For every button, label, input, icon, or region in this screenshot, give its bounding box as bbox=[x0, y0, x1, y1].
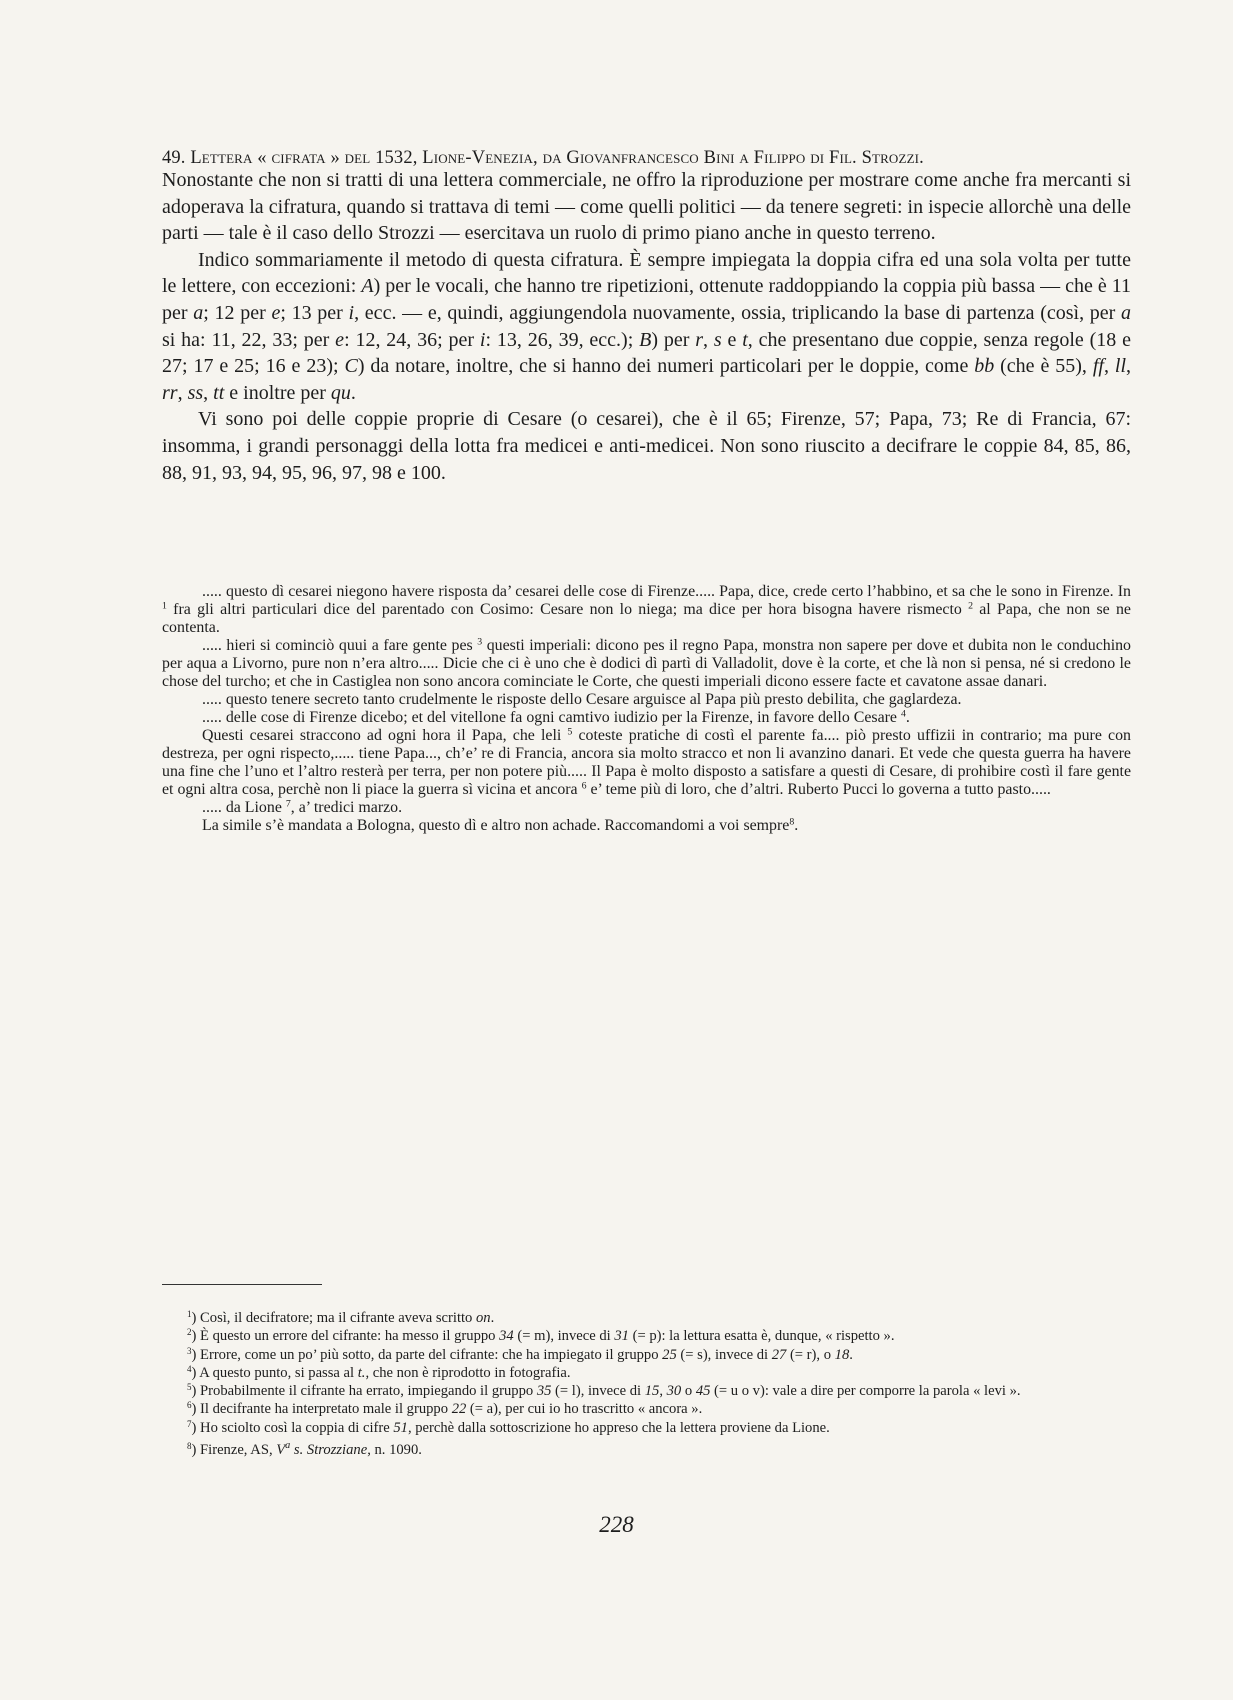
footnote: $^6$) Il decifrante ha interpretato male il gruppo 22 (= a), per cui io ho trascritto « ancora ». bbox=[187, 1400, 703, 1418]
intro-text bbox=[162, 167, 1131, 486]
transcription-paragraph: ..... da Lione $^7$, a’ tredici marzo. bbox=[202, 798, 403, 816]
footnotes bbox=[162, 1309, 1131, 1459]
intro-paragraph: Nonostante che non si tratti di una lettera commerciale, ne offro la riproduzione per mostrare come anche fra mercanti si adoperava la cifratura, quando si trattava di temi — come quelli politici — da tenere segreti: in ispecie allorchè una delle parti — tale è il caso dello Strozzi — esercitava un ruolo di primo piano anche in questo terreno. bbox=[162, 169, 1131, 245]
transcription-paragraph: ..... hieri si cominciò quui a fare gente pes $^3$ questi imperiali: dicono pes il regno Papa, monstra non sapere per dove et dubita non le conduchino per aqua a Livorno, pure non n’era altro..... Dicie che ci è uno che è dodici dì partì di Valladolit, dove è la corte, et che là non si pensa, né si credono le chose del turcho; et che in Castiglea non sono ancora cominciate le Corte, che questi imperiali dicono essere facte et cavatone assae danari. bbox=[162, 636, 1131, 690]
letter-transcription bbox=[162, 583, 1131, 835]
transcription-paragraph: ..... delle cose di Firenze dicebo; et del vitellone fa ogni camtivo iudizio per la Firenze, in favore dello Cesare $^4$. bbox=[202, 708, 910, 726]
footnote-divider bbox=[162, 1284, 322, 1285]
heading-number: 49. bbox=[162, 148, 186, 168]
transcription-paragraph: La simile s’è mandata a Bologna, questo dì e altro non achade. Raccomandomi a voi sempre$^8$. bbox=[202, 816, 799, 834]
footnote: $^1$) Così, il decifratore; ma il cifrante aveva scritto on. bbox=[187, 1309, 495, 1326]
intro-paragraph: Indico sommariamente il metodo di questa cifratura. È sempre impiegata la doppia cifra ed una sola volta per tutte le lettere, con eccezioni: A) per le vocali, che hanno tre ripetizioni, ottenute raddoppiando la coppia più bassa — che è 11 per a; 12 per e; 13 per i, ecc. — e, quindi, aggiungendola nuovamente, ossia, triplicando la base di partenza (così, per a si ha: 11, 22, 33; per e: 12, 24, 36; per i: 13, 26, 39, ecc.); B) per r, s e t, che presentano due coppie, senza regole (18 e 27; 17 e 25; 16 e 23); C) da notare, inoltre, che si hanno dei numeri particolari per le doppie, come bb (che è 55), ff, ll, rr, ss, tt e inoltre per qu. bbox=[162, 248, 1132, 404]
intro-paragraph: Vi sono poi delle coppie proprie di Cesare (o cesarei), che è il 65; Firenze, 57; Papa, 73; Re di Francia, 67: insomma, i grandi personaggi della lotta fra medicei e anti-medicei. Non sono riuscito a decifrare le coppie 84, 85, 86, 88, 91, 93, 94, 95, 96, 97, 98 e 100. bbox=[162, 408, 1131, 484]
heading-text: Lettera « cifrata » del 1532, Lione-Venezia, da Giovanfrancesco Bini a Filippo di Fil. Strozzi. bbox=[190, 148, 924, 168]
footnote: $^2$) È questo un errore del cifrante: ha messo il gruppo 34 (= m), invece di 31 (= p): la lettura esatta è, dunque, « rispetto ». bbox=[187, 1327, 895, 1345]
page-number: 228 bbox=[599, 1512, 634, 1537]
footnote: $^8$) Firenze, AS, $V^a$ s. Strozziane, n. 1090. bbox=[187, 1440, 422, 1458]
transcription-paragraph: ..... questo tenere secreto tanto crudelmente le risposte dello Cesare arguisce al Papa più presto debilita, che gaglardeza. bbox=[202, 691, 962, 708]
transcription-paragraph: ..... questo dì cesarei niegono havere risposta da’ cesarei delle cose di Firenze..... Papa, dice, crede certo l’habbino, et sa che le sono in Firenze. In $^1$ fra gli altri particulari dice del parentado con Cosimo: Cesare non lo niega; ma dice per hora bisogna havere rismecto $^2$ al Papa, che non se ne contenta. bbox=[162, 583, 1131, 636]
footnote: $^3$) Errore, come un po’ più sotto, da parte del cifrante: che ha impiegato il gruppo 25 (= s), invece di 27 (= r), o 18. bbox=[187, 1345, 853, 1363]
footnote: $^5$) Probabilmente il cifrante ha errato, impiegando il gruppo 35 (= l), invece di 15, 30 o 45 (= u o v): vale a dire per comporre la parola « levi ». bbox=[187, 1382, 1021, 1400]
transcription-paragraph: Questi cesarei straccono ad ogni hora il Papa, che leli $^5$ coteste pratiche di costì el parente fa.... piò presto uffizii in contrario; ma pure con destreza, per ogni rispecto,..... tiene Papa..., ch’e’ re di Francia, ancora sia molto stracco et non li avanzino danari. Et vede che questa guerra ha havere una fine che l’uno et l’altro resterà per terra, per non potere più..... Il Papa è molto disposto a satisfare a questi di Cesare, di prohibire costì il fare gente et ogni altra cosa, perchè non li piace la guerra sì vicina et ancora $^6$ e’ teme più di loro, che d’altri. Ruberto Pucci lo governa a tutto pasto..... bbox=[162, 726, 1131, 798]
footnote: $^7$) Ho sciolto così la coppia di cifre 51, perchè dalla sottoscrizione ho appreso che la lettera proviene da Lione. bbox=[187, 1418, 830, 1436]
footnote: $^4$) A questo punto, si passa al t., che non è riprodotto in fotografia. bbox=[187, 1363, 571, 1381]
